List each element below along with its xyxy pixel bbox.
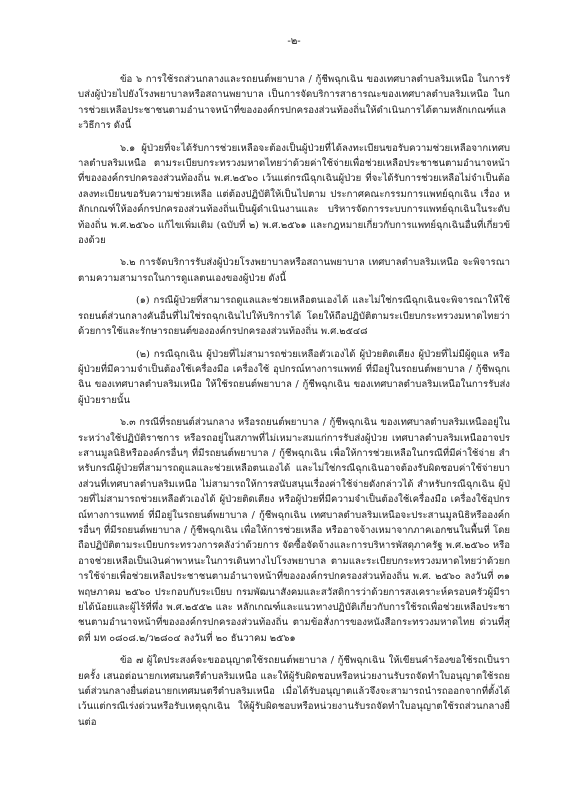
- clause-7-paragraph: ข้อ ๗ ผู้ใดประสงค์จะขออนุญาตใช้รถยนต์พยาบาล / กู้ชีพฉุกเฉิน ให้เขียนคำร้องขอใช้รถเป็นรายครั้ง เสนอต่อนายกเทศมนตรีตำบลริมเหนือ และให้ผู้รับผิดชอบหรือหน่วยงานรับรถจัดทำใบอนุญาตใช้รถยนต์ส่วนกลางยื่นต่อนายกเทศมนตรีตำบลริมเหนือ เมื่อได้รับอนุญาตแล้วจึงจะสามารถนำรถออกจากที่ตั้งได้ เว้นแต่กรณีเร่งด่วนหรือรับเหตุฉุกเฉิน ให้ผู้รับผิดชอบหรือหน่วยงานรับรถจัดทำใบอนุญาตใช้รถส่วนกลางยื่นต่อ: [78, 655, 510, 728]
- page-number: -๒-: [287, 36, 301, 47]
- clause-6-3-paragraph: ๖.๓ กรณีที่รถยนต์ส่วนกลาง หรือรถยนต์พยาบาล / กู้ชีพฉุกเฉิน ของเทศบาลตำบลริมเหนืออยู่ในระหว่างใช้ปฏิบัติราชการ หรือรถอยู่ในสภาพที่ไม่เหมาะสมแก่การรับส่งผู้ป่วย เทศบาลตำบลริมเหนืออาจประสานมูลนิธิหรือองค์กรอื่นๆ ที่มีรถยนต์พยาบาล / กู้ชีพฉุกเฉิน เพื่อให้การช่วยเหลือในกรณีที่มีค่าใช้จ่าย สำหรับกรณีผู้ป่วยที่สามารถดูแลและช่วยเหลือตนเองได้ และไม่ใช่กรณีฉุกเฉินอาจต้องรับผิดชอบค่าใช้จ่ายบางส่วนที่เทศบาลตำบลริมเหนือ ไม่สามารถให้การสนับสนุนเรื่องค่าใช้จ่ายดังกล่าวได้ สำหรับกรณีฉุกเฉิน ผู้ป่วยที่ไม่สามารถช่วยเหลือตัวเองได้ ผู้ป่วยติดเตียง หรือผู้ป่วยที่มีความจำเป็นต้องใช้เครื่องมือ เครื่องใช้อุปกรณ์ทางการแพทย์ ที่มีอยู่ในรถยนต์พยาบาล / กู้ชีพฉุกเฉิน เทศบาลตำบลริมเหนือจะประสานมูลนิธิหรือองค์กรอื่นๆ ที่มีรถยนต์พยาบาล / กู้ชีพฉุกเฉิน เพื่อให้การช่วยเหลือ หรืออาจจ้างเหมาจากภาคเอกชนในพื้นที่ โดยถือปฏิบัติตามระเบียบกระทรวงการคลังว่าด้วยการ จัดซื้อจัดจ้างและการบริหารพัสดุภาครัฐ พ.ศ.๒๕๖๐ หรืออาจช่วยเหลือเป็นเงินค่าพาหนะในการเดินทางไปโรงพยาบาล ตามและระเบียบกระทรวงมหาดไทยว่าด้วยการใช้จ่ายเพื่อช่วยเหลือประชาชนตามอำนาจหน้าที่ขององค์กรปกครองส่วนท้องถิ่น พ.ศ. ๒๕๖๐ ลงวันที่ ๓๑ พฤษภาคม ๒๕๖๐ ประกอบกับระเบียบ กรมพัฒนาสังคมและสวัสดิการว่าด้วยการสงเคราะห์ครอบครัวผู้มีรายได้น้อยและผู้ไร้ที่พึ่ง พ.ศ.๒๕๕๒ และ หลักเกณฑ์และแนวทางปฏิบัติเกี่ยวกับการใช้รถเพื่อช่วยเหลือประชาชนตามอำนาจหน้าที่ขององค์กรปกครองส่วนท้องถิ่น ตามข้อสั่งการของหนังสือกระทรวงมหาดไทย ด่วนที่สุดที่ มท ๐๘๐๘.๒/ว๒๘๐๔ ลงวันที่ ๒๐ ธันวาคม ๒๕๖๑: [78, 417, 510, 644]
- clause-6-2-item-1: (๑) กรณีผู้ป่วยที่สามารถดูแลและช่วยเหลือตนเองได้ และไม่ใช่กรณีฉุกเฉินจะพิจารณาให้ใช้รถยนต์ส่วนกลางคันอื่นที่ไม่ใช่รถฉุกเฉินไปให้บริการได้ โดยให้ถือปฏิบัติตามระเบียบกระทรวงมหาดไทยว่าด้วยการใช้และรักษารถยนต์ขององค์กรปกครองส่วนท้องถิ่น พ.ศ.๒๕๔๘: [78, 295, 510, 338]
- clause-6-2-item-2: (๒) กรณีฉุกเฉิน ผู้ป่วยที่ไม่สามารถช่วยเหลือตัวเองได้ ผู้ป่วยติดเตียง ผู้ป่วยที่ไม่มีผู้ดูแล หรือผู้ป่วยที่มีความจำเป็นต้องใช้เครื่องมือ เครื่องใช้ อุปกรณ์ทางการแพทย์ ที่มีอยู่ในรถยนต์พยาบาล / กู้ชีพฉุกเฉิน ของเทศบาลตำบลริมเหนือ ให้ใช้รถยนต์พยาบาล / กู้ชีพฉุกเฉิน ของเทศบาลตำบลริมเหนือในการรับส่งผู้ป่วยรายนั้น: [78, 348, 510, 406]
- clause-6-1-paragraph: ๖.๑ ผู้ป่วยที่จะได้รับการช่วยเหลือจะต้องเป็นผู้ป่วยที่ได้ลงทะเบียนขอรับความช่วยเหลือจากเทศบาลตำบลริมเหนือ ตามระเบียบกระทรวงมหาดไทยว่าด้วยค่าใช้จ่ายเพื่อช่วยเหลือประชาชนตามอำนาจหน้าที่ขององค์กรปกครองส่วนท้องถิ่น พ.ศ.๒๕๖๐ เว้นแต่กรณีฉุกเฉินผู้ป่วย ที่จะได้รับการช่วยเหลือไม่จำเป็นต้องลงทะเบียนขอรับความช่วยเหลือ แต่ต้องปฏิบัติให้เป็นไปตาม ประกาศคณะกรรมการแพทย์ฉุกเฉิน เรื่อง หลักเกณฑ์ให้องค์กรปกครองส่วนท้องถิ่นเป็นผู้ดำเนินงานและ บริหารจัดการระบบการแพทย์ฉุกเฉินในระดับท้องถิ่น พ.ศ.๒๕๖๐ แก้ไขเพิ่มเติม (ฉบับที่ ๒) พ.ศ.๒๕๖๑ และกฎหมายเกี่ยวกับการแพทย์ฉุกเฉินอื่นที่เกี่ยวข้องด้วย: [78, 142, 510, 247]
- clause-6-paragraph: ข้อ ๖ การใช้รถส่วนกลางและรถยนต์พยาบาล / กู้ชีพฉุกเฉิน ของเทศบาลตำบลริมเหนือ ในการรับส่งผู้ป่วยไปยังโรงพยาบาลหรือสถานพยาบาล เป็นการจัดบริการสาธารณะของเทศบาลตำบลริมเหนือ ในการช่วยเหลือประชาชนตามอำนาจหน้าที่ขององค์กรปกครองส่วนท้องถิ่นให้ดำเนินการได้ตามหลักเกณฑ์และวิธีการ ดังนี้: [78, 74, 510, 132]
- clause-6-2-paragraph: ๖.๒ การจัดบริการรับส่งผู้ป่วยโรงพยาบาลหรือสถานพยาบาล เทศบาลตำบลริมเหนือ จะพิจารณาตามความสามารถในการดูแลตนเองของผู้ป่วย ดังนี้: [78, 257, 510, 284]
